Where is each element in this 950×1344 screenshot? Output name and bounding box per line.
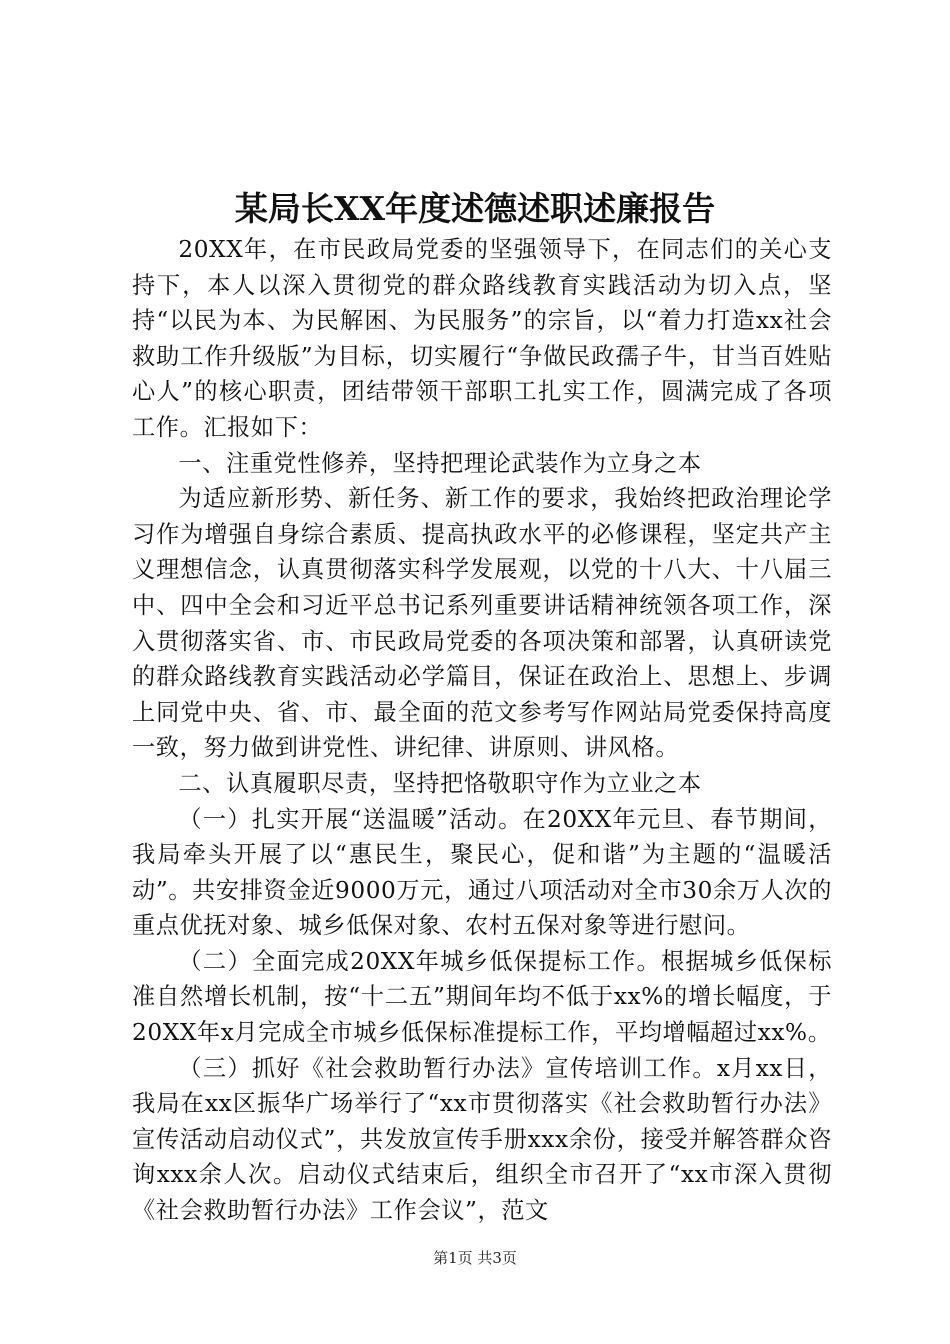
paragraph-intro: 20XX年，在市民政局党委的坚强领导下，在同志们的关心支持下，本人以深入贯彻党的群众路线教育实践活动为切入点，坚持“以民为本、为民解困、为民服务”的宗旨，以“着力打造xx社会救助工作升级版”为目标，切实履行“争做民政孺子牛，甘当百姓贴心人”的核心职责，团结带领干部职工扎实工作，圆满完成了各项工作。汇报如下： — [132, 236, 832, 441]
page-number-footer: 第1页 共3页 — [433, 1249, 517, 1267]
paragraph-social-assistance-training: （三）抓好《社会救助暂行办法》宣传培训工作。x月xx日，我局在xx区振华广场举行了“xx市贯彻落实《社会救助暂行办法》宣传活动启动仪式”，共发放宣传手册xxx余份，接受并解答群众咨询xxx余人次。启动仪式结束后，组织全市召开了“xx市深入贯彻《社会救助暂行办法》工作会议”，范文 — [132, 1054, 832, 1225]
paragraph-theory-study: 为适应新形势、新任务、新工作的要求，我始终把政治理论学习作为增强自身综合素质、提高执政水平的必修课程，坚定共产主义理想信念，认真贯彻落实科学发展观，以党的十八大、十八届三中、四中全会和习近平总书记系列重要讲话精神统领各项工作，深入贯彻落实省、市、市民政局党委的各项决策和部署，认真研读党的群众路线教育实践活动必学篇目，保证在政治上、思想上、步调上同党中央、省、市、最全面的范文参考写作网站局党委保持高度一致，努力做到讲党性、讲纪律、讲原则、讲风格。 — [132, 485, 832, 762]
section-heading-1: 一、注重党性修养，坚持把理论武装作为立身之本 — [178, 449, 702, 477]
document-body — [132, 232, 832, 1229]
document-title: 某局长XX年度述德述职述廉报告 — [234, 189, 716, 228]
paragraph-warmth-activity: （一）扎实开展“送温暖”活动。在20XX年元旦、春节期间，我局牵头开展了以“惠民生，聚民心，促和谐”为主题的“温暖活动”。共安排资金近9000万元，通过八项活动对全市30余万人次的重点优抚对象、城乡低保对象、农村五保对象等进行慰问。 — [132, 805, 832, 940]
paragraph-minimum-living-standard: （二）全面完成20XX年城乡低保提标工作。根据城乡低保标准自然增长机制，按“十二五”期间年均不低于xx%的增长幅度，于20XX年x月完成全市城乡低保标准提标工作，平均增幅超过xx%。 — [132, 947, 832, 1047]
section-heading-2: 二、认真履职尽责，坚持把恪敬职守作为立业之本 — [178, 769, 702, 797]
